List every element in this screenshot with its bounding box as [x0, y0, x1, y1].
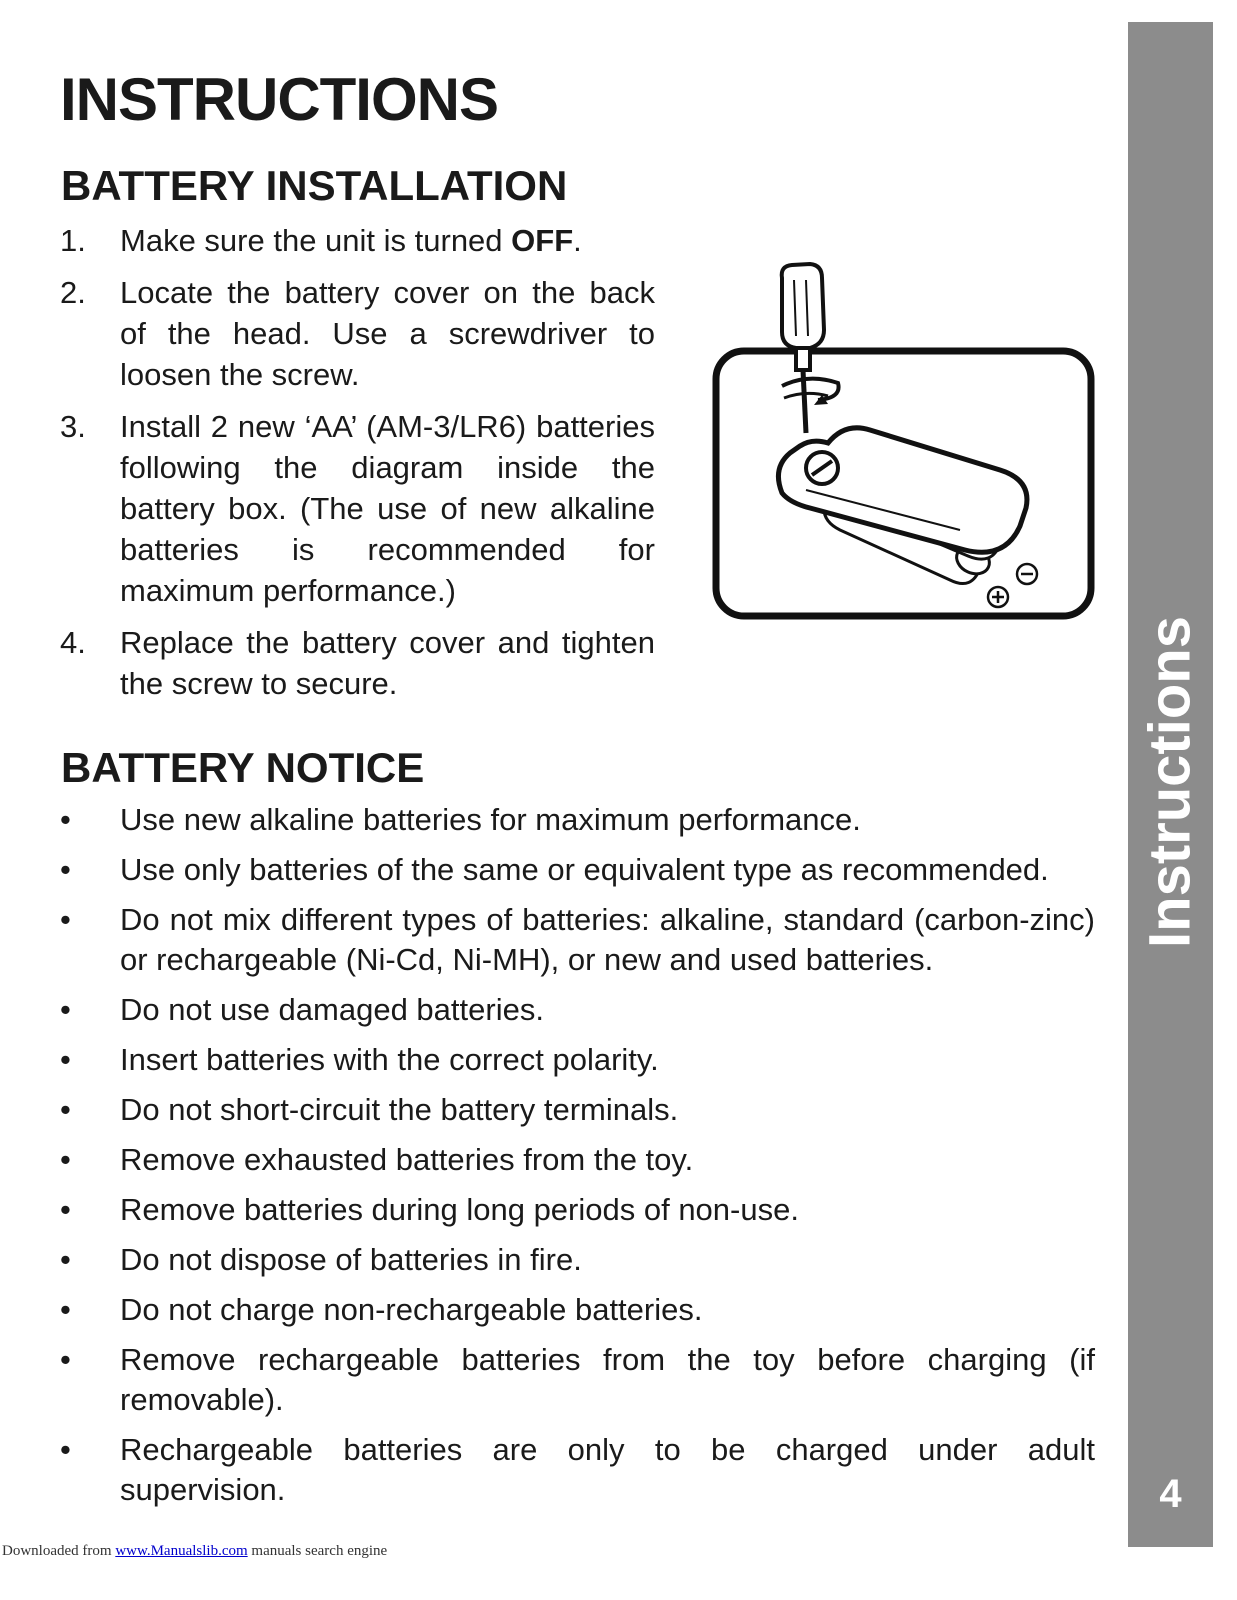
footer-suffix: manuals search engine — [247, 1543, 388, 1559]
battery-installation-illustration — [710, 258, 1100, 623]
notice-item — [60, 1430, 1095, 1510]
notice-text: Do not short-circuit the battery terminals. — [120, 1092, 679, 1127]
installation-steps — [60, 220, 655, 715]
section-side-tab — [1128, 22, 1213, 1547]
step-number: 3. — [60, 409, 86, 444]
battery-installation-heading: BATTERY INSTALLATION — [61, 162, 568, 209]
step-text-tail: . — [573, 223, 582, 258]
bullet-icon: • — [60, 1092, 71, 1127]
notice-text: Use only batteries of the same or equivalent type as recommended. — [120, 852, 1049, 887]
step-number: 2. — [60, 275, 86, 310]
notice-text: Do not mix different types of batteries: alkaline, standard (carbon-zinc) or rechargeable (Ni-Cd, Ni-MH), or new and used batteries. — [120, 902, 1095, 977]
step-text: Locate the battery cover on the back of the head. Use a screwdriver to loosen the screw. — [120, 275, 655, 392]
bullet-icon: • — [60, 992, 71, 1027]
step-text: Replace the battery cover and tighten the screw to secure. — [120, 625, 655, 701]
notice-item — [60, 850, 1095, 890]
section-tab-label: Instructions — [1137, 616, 1203, 948]
step-item — [60, 622, 655, 704]
notice-text: Do not charge non-rechargeable batteries. — [120, 1292, 703, 1327]
bullet-icon: • — [60, 1142, 71, 1177]
battery-notice-list — [60, 800, 1095, 1520]
step-item — [60, 406, 655, 611]
bullet-icon: • — [60, 1292, 71, 1327]
notice-text: Use new alkaline batteries for maximum performance. — [120, 802, 861, 837]
notice-text: Remove rechargeable batteries from the toy before charging (if removable). — [120, 1342, 1095, 1417]
bullet-icon: • — [60, 802, 71, 837]
bullet-icon: • — [60, 902, 71, 937]
notice-item — [60, 800, 1095, 840]
footer-prefix: Downloaded from — [2, 1543, 116, 1559]
notice-text: Remove batteries during long periods of non-use. — [120, 1192, 799, 1227]
notice-item — [60, 1240, 1095, 1280]
page-title: INSTRUCTIONS — [60, 66, 498, 133]
minus-polarity-icon — [1017, 564, 1037, 584]
manualslib-link[interactable]: www.Manualslib.com — [115, 1543, 248, 1559]
step-text: Install 2 new ‘AA’ (AM-3/LR6) batteries following the diagram inside the battery box. (The use of new alkaline batteries is recommended for maximum performance.) — [120, 409, 655, 608]
notice-item — [60, 1290, 1095, 1330]
step-item — [60, 220, 655, 261]
page-number: 4 — [1159, 1472, 1182, 1516]
bullet-icon: • — [60, 1432, 71, 1467]
notice-item — [60, 900, 1095, 980]
step-item — [60, 272, 655, 395]
bullet-icon: • — [60, 1342, 71, 1377]
notice-item — [60, 1040, 1095, 1080]
plus-polarity-icon — [988, 587, 1008, 607]
step-number: 1. — [60, 223, 86, 258]
bullet-icon: • — [60, 1242, 71, 1277]
bullet-icon: • — [60, 1192, 71, 1227]
notice-text: Rechargeable batteries are only to be charged under adult supervision. — [120, 1432, 1095, 1507]
notice-item — [60, 1140, 1095, 1180]
download-footer — [2, 1543, 387, 1560]
notice-item — [60, 1090, 1095, 1130]
screw-icon — [806, 452, 838, 484]
notice-text: Insert batteries with the correct polarity. — [120, 1042, 659, 1077]
step-number: 4. — [60, 625, 86, 660]
notice-text: Remove exhausted batteries from the toy. — [120, 1142, 694, 1177]
notice-text: Do not use damaged batteries. — [120, 992, 544, 1027]
notice-item — [60, 990, 1095, 1030]
bullet-icon: • — [60, 852, 71, 887]
notice-text: Do not dispose of batteries in fire. — [120, 1242, 582, 1277]
step-text: Make sure the unit is turned — [120, 223, 512, 258]
step-text-bold: OFF — [511, 223, 574, 258]
notice-item — [60, 1190, 1095, 1230]
notice-item — [60, 1340, 1095, 1420]
battery-notice-heading: BATTERY NOTICE — [61, 744, 425, 791]
bullet-icon: • — [60, 1042, 71, 1077]
